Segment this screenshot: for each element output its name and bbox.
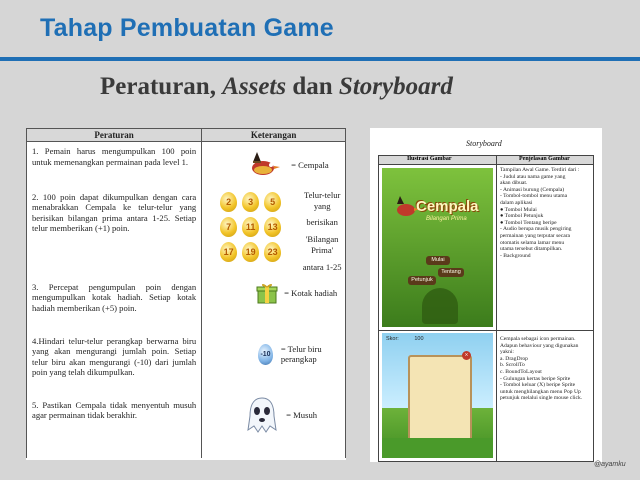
- ket-2-line4: Prima': [311, 244, 334, 255]
- storyboard-row2-text: [500, 336, 592, 402]
- storyboard-line: ● Tombol Petunjuk: [500, 213, 544, 220]
- storyboard-line: Cempala sebagai icon permainan.: [500, 336, 576, 342]
- blue-egg-label: -10: [260, 350, 271, 358]
- table-row: [27, 186, 346, 272]
- blue-egg-icon: [258, 344, 273, 365]
- prime-egg-icon: 23: [264, 242, 281, 262]
- storyboard-line: dalam aplikasi: [500, 199, 533, 206]
- gift-box-icon: [256, 282, 278, 304]
- storyboard-line: Tampilan Awal Game. Terdiri dari :: [500, 167, 580, 173]
- menu-button-tentang: Tentang: [438, 268, 464, 277]
- storyboard-line: permainan yang terputar secara: [500, 232, 571, 239]
- rules-header: Peraturan: [27, 129, 202, 142]
- menu-tree: [422, 288, 458, 324]
- subtitle-part2: dan: [292, 73, 333, 100]
- ket-2-line1: Telur-telur yang: [303, 189, 341, 211]
- prime-egg-icon: 17: [220, 242, 237, 262]
- ket-5: = Musuh: [286, 409, 318, 420]
- storyboard-document: [370, 128, 602, 462]
- storyboard-line: - Tombol-tombol menu utama: [500, 193, 568, 200]
- ket-4: = Telur biru perangkap: [280, 344, 322, 364]
- ket-1: = Cempala: [291, 160, 329, 170]
- storyboard-title: Storyboard: [466, 139, 502, 148]
- storyboard-line: ● Tombol Tentang beripe: [500, 219, 557, 226]
- subtitle-storyboard: Storyboard: [338, 73, 453, 100]
- menu-button-mulai: Mulai: [426, 256, 450, 265]
- game-menu-screenshot: [382, 168, 493, 327]
- cempala-bird-icon: [247, 150, 281, 180]
- storyboard-divider: [496, 156, 497, 461]
- storyboard-line: akan dibuat.: [500, 180, 528, 187]
- ket-3: = Kotak hadiah: [284, 287, 338, 298]
- close-x-icon: ×: [462, 351, 471, 360]
- prime-egg-icon: 13: [264, 217, 281, 237]
- prime-egg-icon: 19: [242, 242, 259, 262]
- prime-egg-icon: 11: [242, 217, 259, 237]
- menu-button-petunjuk: Petunjuk: [408, 276, 436, 285]
- storyboard-line: - Gulungan kertas beripe Sprite: [500, 375, 571, 382]
- game-logo: Cempala: [416, 198, 479, 215]
- storyboard-line: utama tersebut ditampilkan.: [500, 246, 563, 253]
- table-row: [27, 272, 346, 326]
- ket-2-line5: antara 1-25: [302, 261, 342, 272]
- storyboard-line: - Animasi burung (Cempala): [500, 186, 565, 193]
- ghost-enemy-icon: [246, 396, 278, 434]
- subtitle-assets: Assets: [222, 73, 287, 100]
- storyboard-row-divider: [379, 330, 593, 331]
- sb-col1-header: Ilustrasi Gambar: [407, 156, 452, 162]
- storyboard-line: c. BoundToLayout: [500, 368, 542, 375]
- storyboard-line: otomatis selama lamar menu: [500, 239, 565, 246]
- rule-1: 1. Pemain harus mengumpulkan 100 poin untuk memenangkan permainan pada level 1.: [32, 146, 197, 167]
- storyboard-row1-text: [500, 167, 592, 259]
- game-play-screenshot: [382, 333, 493, 458]
- storyboard-line: petunjuk melalui single mouse click.: [500, 395, 583, 402]
- storyboard-line: - Audio berupa musik pengiring: [500, 226, 572, 233]
- rule-3: 3. Percepat pengumpulan poin dengan mengumpulkan kotak hadiah. Setiap kotak hadiah memberikan (+5) poin.: [32, 281, 197, 313]
- score-value: 100: [414, 336, 424, 342]
- title-underline: [0, 57, 640, 61]
- table-row: [27, 388, 346, 458]
- slide-subtitle: [100, 73, 453, 101]
- storyboard-line: ● Tombol Mulai: [500, 206, 537, 213]
- rule-5: 5. Pastikan Cempala tidak menyentuh musuh agar permainan tidak berakhir.: [32, 399, 197, 420]
- prime-egg-icon: 5: [264, 192, 281, 212]
- storyboard-line: b. ScrollTo: [500, 362, 525, 369]
- prime-egg-icon: 3: [242, 192, 259, 212]
- storyboard-line: yakni:: [500, 349, 514, 356]
- storyboard-table: [378, 155, 594, 462]
- prime-egg-icon: 7: [220, 217, 237, 237]
- storyboard-line: Adapun behaviour yang digunakan: [500, 342, 579, 349]
- storyboard-line: untuk menghilangkan menu Pop Up: [500, 388, 581, 395]
- watermark: @ayamku: [594, 461, 626, 468]
- keterangan-header: Keterangan: [202, 129, 346, 142]
- rules-table: [26, 128, 346, 458]
- score-label: Skor:: [386, 336, 399, 342]
- rule-4: 4.Hindari telur-telur perangkap berwarna biru yang akan mengurangi jumlah poin. Setiap telur biru akan mengurangi (-10) dari jumlah poin yang telah dikumpulkan.: [32, 335, 197, 377]
- table-row: [27, 326, 346, 388]
- rules-document: [26, 128, 346, 460]
- play-ground: [382, 438, 493, 458]
- scroll-paper-sprite: [408, 355, 472, 441]
- game-logo-sub: Bilangan Prima: [426, 216, 467, 222]
- subtitle-part1: Peraturan,: [100, 73, 216, 100]
- ket-2-line3: 'Bilangan: [305, 233, 339, 244]
- sb-col2-header: Penjelasan Gambar: [519, 156, 570, 162]
- storyboard-line: a. DragDrop: [500, 355, 528, 362]
- slide-title: Tahap Pembuatan Game: [40, 14, 334, 42]
- storyboard-line: - Judul atau nama game yang: [500, 173, 566, 180]
- prime-egg-icon: 2: [220, 192, 237, 212]
- ket-2-line2: berisikan: [306, 216, 338, 227]
- storyboard-line: - Background: [500, 252, 531, 259]
- rule-2: 2. 100 poin dapat dikumpulkan dengan cara menabrakkan Cempala ke telur-telur yang berisikan bilangan prima antara 1-25. Setiap telur memberikan (+1) poin.: [32, 191, 197, 233]
- table-row: [27, 142, 346, 186]
- storyboard-header: [379, 156, 593, 165]
- storyboard-line: - Tombol keluar (X) beripe Sprite: [500, 382, 576, 389]
